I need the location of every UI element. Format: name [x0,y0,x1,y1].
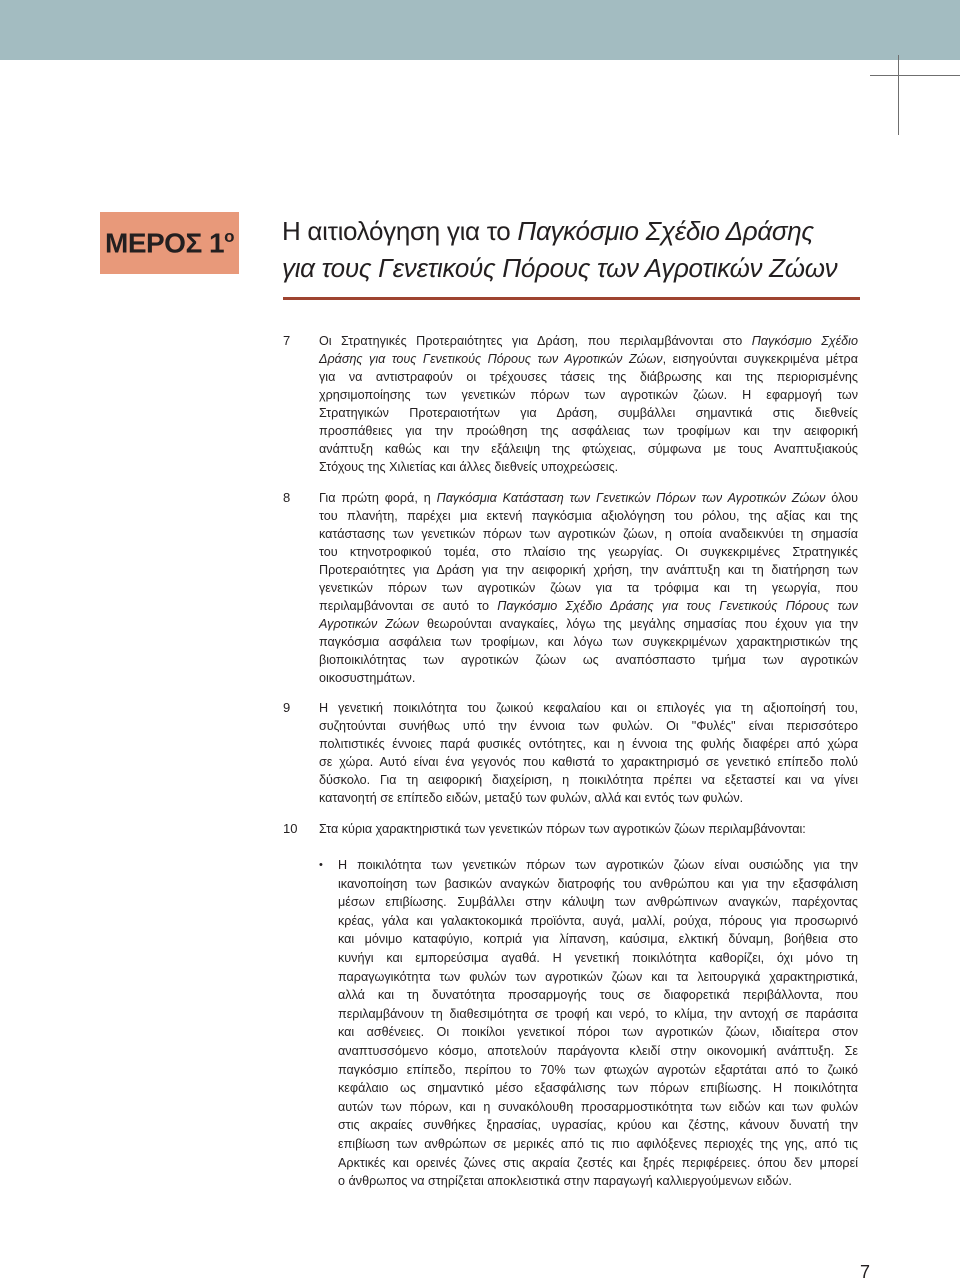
text-line: του κτηνοτροφικού τομέα, στο πλαίσιο της γεωργίας. Οι συγκεκριμένες Στρατηγικές [319,545,858,559]
text-line: παγκόσμιο επίπεδο, περίπου το 70% των φτωχών αγροτών εξαρτάται από το ζωικό [338,1062,858,1077]
text-line: επιβίωση των ανθρώπων σε μερικές από τις πιο αφιλόξενες περιοχές της γης, από τις [338,1136,858,1151]
title-divider [283,297,860,300]
text-line: κρέας, γάλα και γαλακτοκομικά προϊόντα, αυγά, μαλλί, ρούχα, πόρους για προσωρινό [338,913,858,928]
text-line: κατανοητή σε επίπεδο ειδών, μεταξύ των φυλών, αλλά και εντός των φυλών. [319,791,744,805]
text-line: χρησιμοποίησης των γενετικών πόρων των αγροτικών ζώων. Η εφαρμογή των [319,388,858,402]
text-line: Στόχους της Χιλιετίας και άλλες διεθνείς υποχρεώσεις. [319,460,619,474]
crop-mark-horizontal [870,75,960,76]
text-line: γενετικών πόρων των αγροτικών ζώων για τα τρόφιμα και τη γεωργία, που [319,581,858,595]
text-line: για να αντιστραφούν οι τρέχουσες τάσεις της διάβρωσης και της περιορισμένης [319,370,858,384]
text-line: του πλανήτη, παρέχει μια εκτενή παγκόσμια αξιολόγηση του ρόλου, της αξίας και της [319,509,858,523]
title-line-1: Η αιτιολόγηση για το Παγκόσμιο Σχέδιο Δράσης [282,216,814,246]
paragraph-text [319,489,858,687]
text-line: Στα κύρια χαρακτηριστικά των γενετικών πόρων των αγροτικών ζώων περιλαμβάνονται: [319,822,806,836]
part-label: ΜΕΡΟΣ $1^o$ [105,226,234,259]
text-line: μέσων επιβίωσης. Συμβάλλει στην κάλυψη των ανθρώπινων αναγκών, παρέχοντας [338,895,858,910]
paragraph-number: 10 [283,821,298,836]
crop-mark-vertical [898,55,899,135]
title-line-2: για τους Γενετικούς Πόρους των Αγροτικών Ζώων [282,253,838,283]
text-line: αλλά και τη δυνατότητα προσαρμογής τους σε διαφορετικά περιβάλλοντα, που [338,988,858,1003]
paragraph-number: 9 [283,700,291,715]
text-line: δύσκολο. Για τη αειφορική διαχείριση, η ποικιλότητα πρέπει να εξεταστεί και να γίνει [319,773,858,787]
paragraph-number: 8 [283,490,291,505]
bullet-text [338,856,858,1191]
paragraph-text [319,332,858,476]
text-line: Δράσης για τους Γενετικούς Πόρους των Αγροτικών Ζώων, εισηγούνται συγκεκριμένα μέτρα [319,352,858,366]
text-line: πολιτιστικές έννοιες παρά φυσικές οντότητες, και η έννοια της φυλής διαφέρει από χώρα [319,737,858,751]
text-line: βιοποικιλότητας των αγροτικών ζώων ως αναπόσπαστο τμήμα των αγροτικών [319,653,858,667]
text-line: και ασθένειες. Οι ποικίλοι γενετικοί πόροι των αγροτικών ζώων, ιδιαίτερα στον [338,1025,858,1040]
text-line: Η γενετική ποικιλότητα του ζωικού κεφαλαίου και οι επιλογές για τη αξιοποίησή του, [319,701,858,715]
text-line: και μόνιμο καταφύγιο, κοπριά για λίπανση, καύσιμα, ελκτική δύναμη, βοήθεια στο [338,932,858,947]
page-number: 7 [860,1262,871,1282]
page-title [282,213,882,287]
text-line: αυτών των πόρων, και η συνακόλουθη προσαρμοστικότητα των ειδών και των φυλών [338,1099,858,1114]
top-color-band [0,0,960,60]
text-line: σε χώρα. Αυτό είναι ένα γεγονός που καθιστά το χαρακτηρισμό σε γενετικό επίπεδο πολύ [319,755,858,769]
text-line: κατάστασης των γενετικών πόρων των αγροτικών ζώων, η οποία αναδεικνύει τη σημασία [319,527,858,541]
text-line: Η ποικιλότητα των γενετικών πόρων των αγροτικών ζώων είναι ουσιώδης για την [338,858,858,872]
text-line: Αγροτικών Ζώων θεωρούνται αναγκαίες, λόγω της μεγάλης σημασίας που έχουν για την [319,617,859,631]
text-line: ο άνθρωπος να στηρίζεται αποκλειστικά στην παραγωγή καλλιεργούμενων ειδών. [338,1174,792,1189]
paragraph-text [319,699,858,807]
part-label-box [100,212,239,274]
text-line: περιλαμβάνονται σε αυτό το Παγκόσμιο Σχέδιο Δράσης για τους Γενετικούς Πόρους των [319,599,858,613]
text-line: προσπάθειες για την προώθηση της ασφάλειας των τροφίμων και την αειφορική [319,424,858,438]
text-line: οικοσυστημάτων. [319,671,416,685]
text-line: Προτεραιότητες για Δράση για την αειφορική χρήση, την ανάπτυξη και τη διατήρηση των [319,563,858,577]
text-line: Οι Στρατηγικές Προτεραιότητες για Δράση, που περιλαμβάνονται στο Παγκόσμιο Σχέδιο [319,334,858,348]
text-line: ικανοποίηση των βασικών αναγκών διατροφής του ανθρώπου και για την εξασφάλιση [338,876,858,891]
text-line: συζητούνται συνήθως υπό την έννοια των φυλών. Οι "Φυλές" είναι περισσότερο [319,719,858,733]
text-line: Για πρώτη φορά, η Παγκόσμια Κατάσταση των Γενετικών Πόρων των Αγροτικών Ζώων όλου [319,491,859,505]
text-line: κυνήγι και εμπορεύσιμα αγαθά. Η γενετική ποικιλότητα καθορίζει, όχι μόνο τη [338,950,858,965]
text-line: Στρατηγικών Προτεραιοτήτων για Δράση, συμβάλλει σημαντικά στις διεθνείς [319,406,858,420]
text-line: αναπτυσσόμενο κόσμο, αποτελούν παράγοντα κλειδί στην οικονομική ανάπτυξη. Σε [338,1043,858,1058]
text-line: Αρκτικές και ορεινές ζώνες στις ακραία ζεστές και ξηρές περιφέρειες. όπου δεν μπορεί [338,1155,858,1170]
text-line: στις ακραίες συνθήκες ξηρασίας, υγρασίας, κρύου και ζέστης, κάνουν δυνατή την [338,1118,858,1133]
text-line: παραγωγικότητα των φυλών των αγροτικών ζώων και τα λειτουργικά χαρακτηριστικά, [338,969,858,984]
text-line: ανάπτυξη καθώς και την εξάλειψη της φτώχειας, σύμφωνα με τους Αναπτυξιακούς [319,442,858,456]
text-line: παγκόσμια ασφάλεια των τροφίμων, και λόγω των συγκεκριμένων χαρακτηριστικών της [319,635,858,649]
text-line: περιλαμβάνουν τη διαθεσιμότητα σε τροφή και νερό, το κλίμα, την αντοχή σε παράσιτα [338,1006,858,1021]
text-line: κεφάλαιο ως σημαντικό μέσο εξασφάλισης των πόρων επιβίωσης. Η ποικιλότητα [338,1081,858,1096]
paragraph-number: 7 [283,333,291,348]
paragraph-text [319,820,858,838]
bullet-marker: • [319,859,323,871]
